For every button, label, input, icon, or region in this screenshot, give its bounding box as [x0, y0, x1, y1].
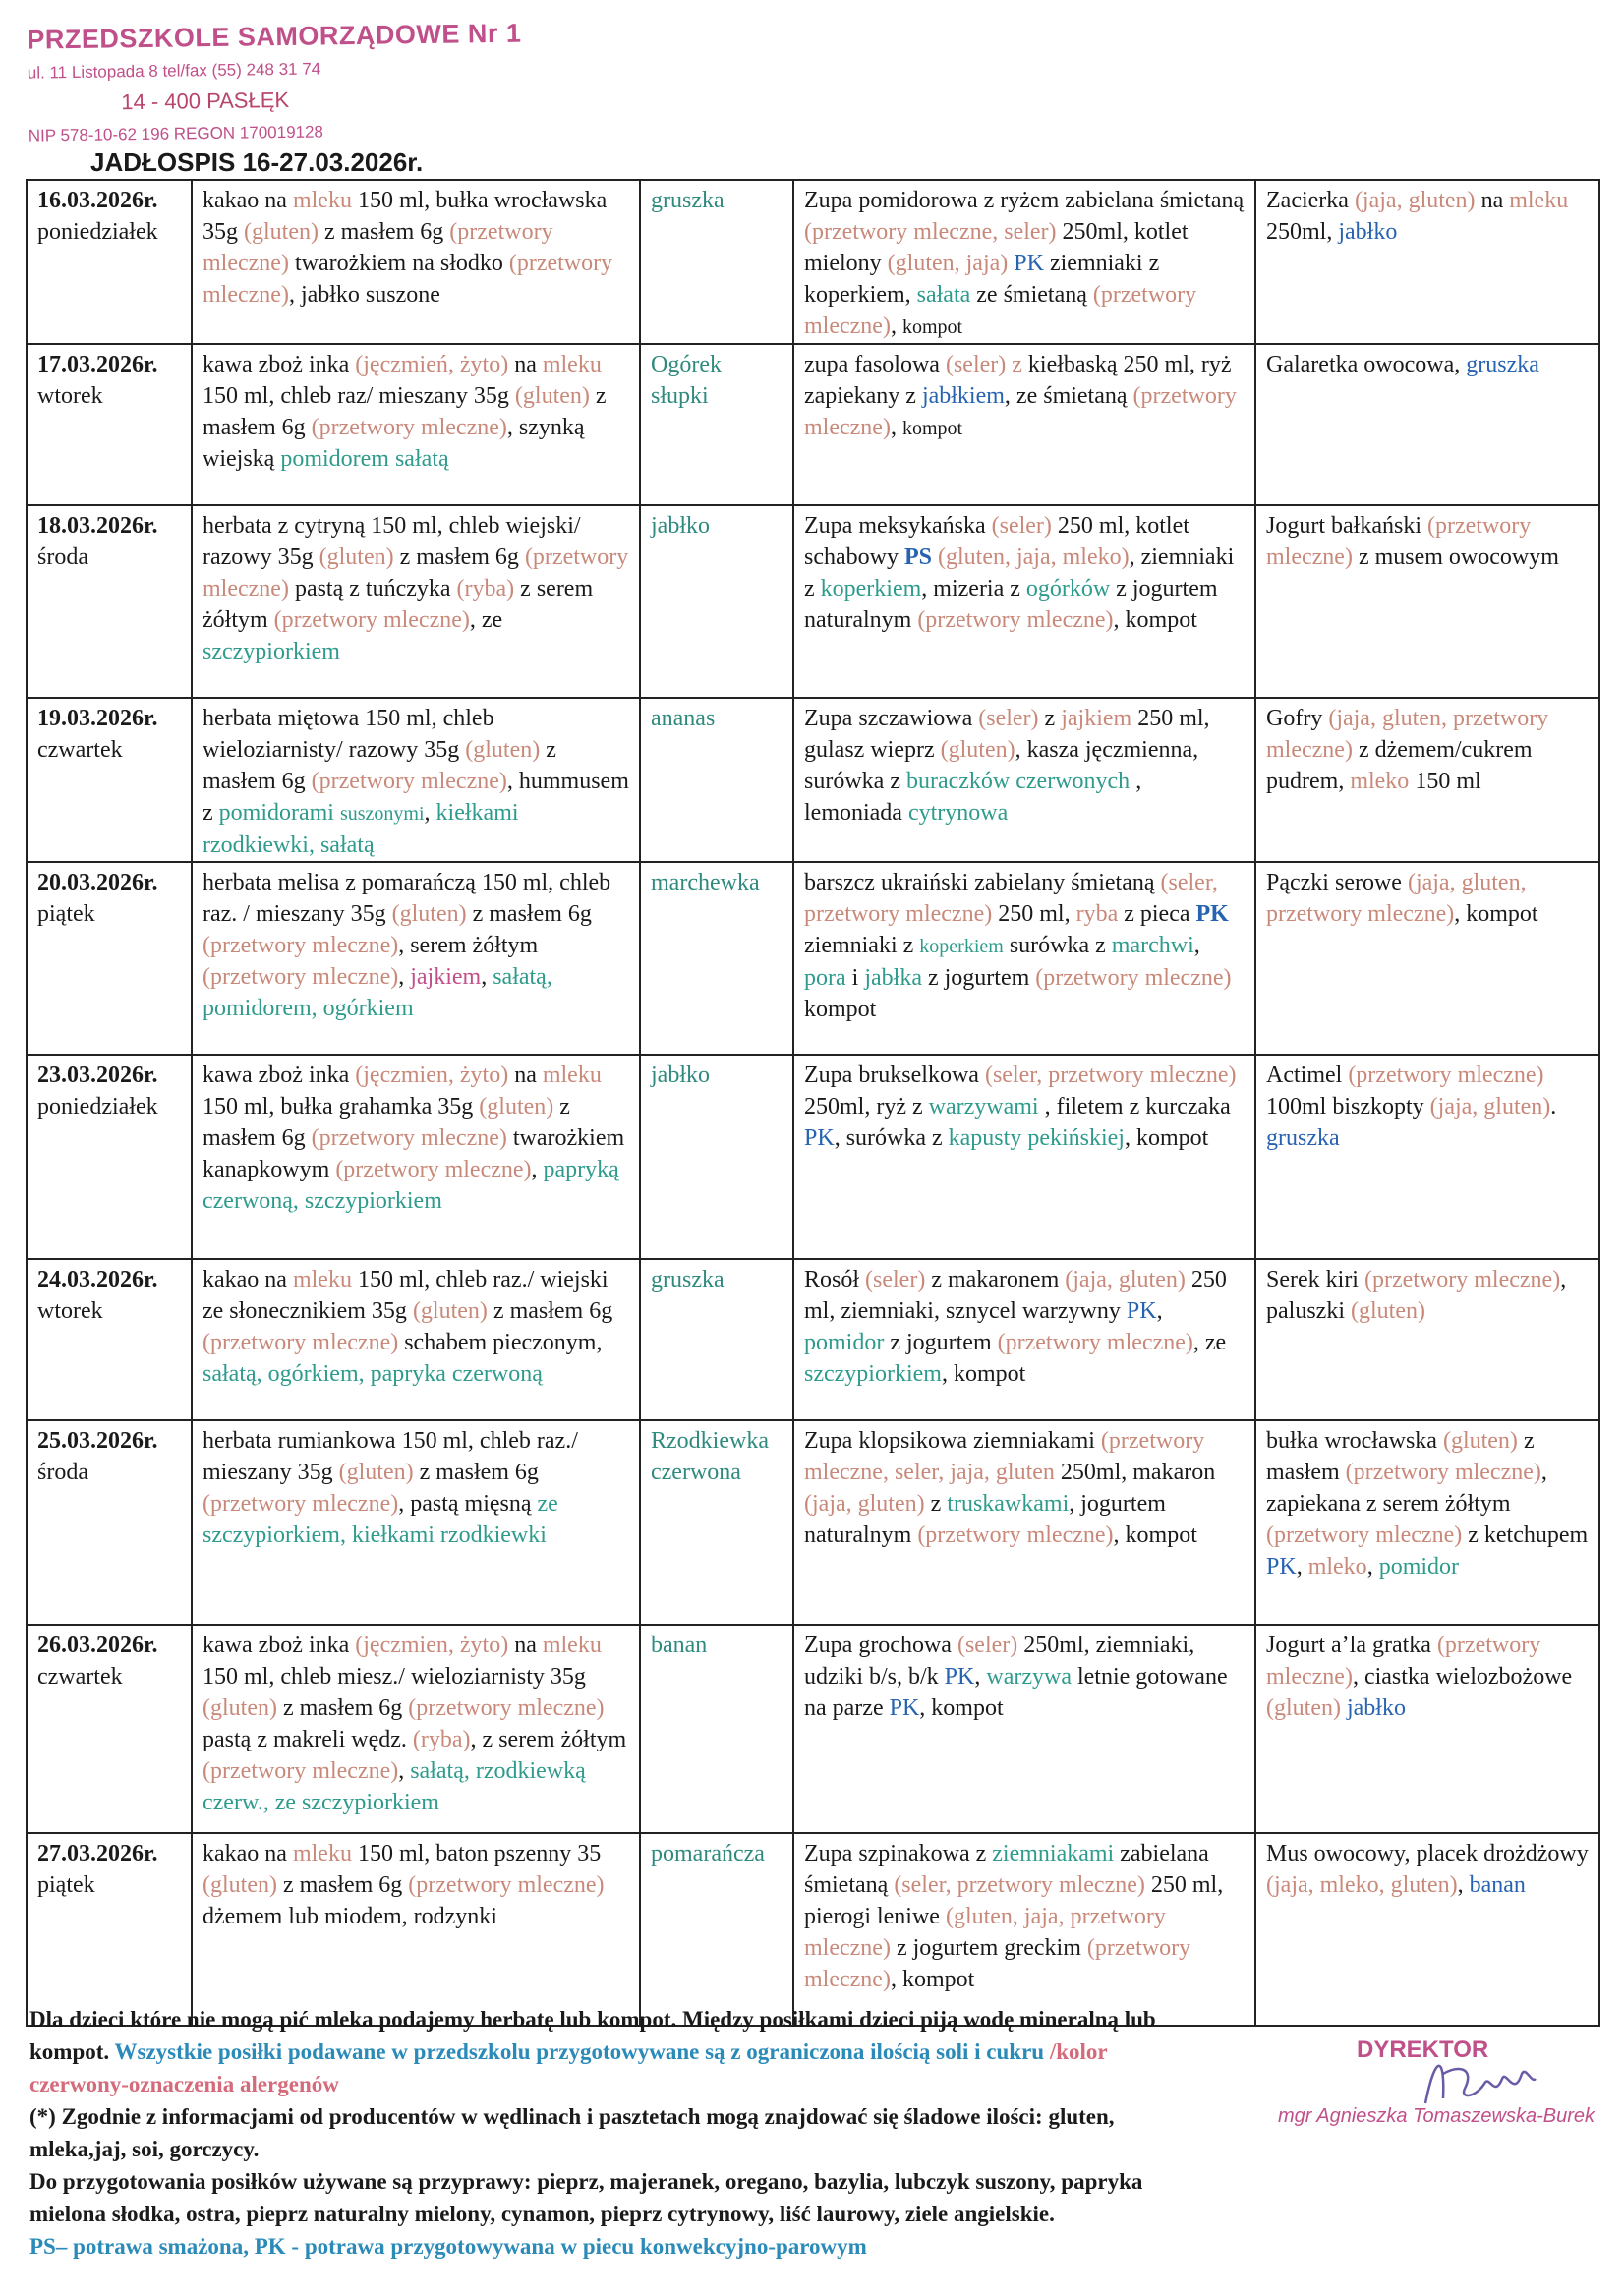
day-date: 27.03.2026r. [37, 1841, 158, 1866]
stamp-address: ul. 11 Listopada 8 tel/fax (55) 248 31 74 [27, 59, 321, 83]
director-name: mgr Agnieszka Tomaszewska-Burek [1278, 2105, 1595, 2127]
fruit-cell: jabłko [640, 505, 793, 698]
breakfast-cell: herbata rumiankowa 150 ml, chleb raz./ mieszany 35g (gluten) z masłem 6g (przetwory mleczne), pastą mięsną ze szczypiorkiem, kiełkami rzodkiewki [192, 1420, 640, 1625]
menu-table [26, 179, 1600, 2027]
day-date: 24.03.2026r. [37, 1267, 158, 1292]
day-weekday: wtorek [37, 1298, 103, 1324]
footer-line-allergen-color: czerwony-oznaczenia alergenów [29, 2072, 339, 2096]
menu-row [27, 862, 1599, 1055]
breakfast-cell: kakao na mleku 150 ml, chleb raz./ wiejski ze słonecznikiem 35g (gluten) z masłem 6g (przetwory mleczne) schabem pieczonym, sałatą, ogórkiem, papryka czerwoną [192, 1259, 640, 1420]
lunch-cell: Zupa klopsikowa ziemniakami (przetwory mleczne, seler, jaja, gluten 250ml, makaron (jaja, gluten) z truskawkami, jogurtem naturalnym (przetwory mleczne), kompot [793, 1420, 1255, 1625]
day-date: 25.03.2026r. [37, 1428, 158, 1454]
menu-row [27, 180, 1599, 344]
breakfast-cell: herbata z cytryną 150 ml, chleb wiejski/ razowy 35g (gluten) z masłem 6g (przetwory mleczne) pastą z tuńczyka (ryba) z serem żółtym (przetwory mleczne), ze szczypiorkiem [192, 505, 640, 698]
day-cell [27, 1420, 192, 1625]
lunch-cell: Zupa pomidorowa z ryżem zabielana śmietaną (przetwory mleczne, seler) 250ml, kotlet mielony (gluten, jaja) PK ziemniaki z koperkiem, sałata ze śmietaną (przetwory mleczne), kompot [793, 180, 1255, 344]
lunch-cell: barszcz ukraiński zabielany śmietaną (seler, przetwory mleczne) 250 ml, ryba z pieca PK ziemniaki z koperkiem surówka z marchwi, pora i jabłka z jogurtem (przetwory mleczne) kompot [793, 862, 1255, 1055]
day-weekday: środa [37, 1460, 88, 1485]
day-weekday: czwartek [37, 1664, 123, 1690]
menu-table-body [27, 180, 1599, 2026]
snack-cell: Gofry (jaja, gluten, przetwory mleczne) z dżemem/cukrem pudrem, mleko 150 ml [1255, 698, 1599, 862]
day-cell [27, 1625, 192, 1833]
fruit-cell: banan [640, 1625, 793, 1833]
snack-cell: Galaretka owocowa, gruszka [1255, 344, 1599, 505]
fruit-cell: Rzodkiewka czerwona [640, 1420, 793, 1625]
snack-cell: Actimel (przetwory mleczne) 100ml biszkopty (jaja, gluten). gruszka [1255, 1055, 1599, 1259]
stamp-school-name: PRZEDSZKOLE SAMORZĄDOWE Nr 1 [27, 18, 522, 55]
menu-row [27, 1420, 1599, 1625]
fruit-cell: gruszka [640, 180, 793, 344]
menu-row [27, 1625, 1599, 1833]
breakfast-cell: kawa zboż inka (jęczmień, żyto) na mleku 150 ml, chleb raz/ mieszany 35g (gluten) z masłem 6g (przetwory mleczne), szynką wiejską pomidorem sałatą [192, 344, 640, 505]
day-weekday: poniedziałek [37, 1094, 158, 1119]
lunch-cell: Zupa meksykańska (seler) 250 ml, kotlet schabowy PS (gluten, jaja, mleko), ziemniaki z koperkiem, mizeria z ogórków z jogurtem naturalnym (przetwory mleczne), kompot [793, 505, 1255, 698]
breakfast-cell: kakao na mleku 150 ml, bułka wrocławska 35g (gluten) z masłem 6g (przetwory mleczne) twarożkiem na słodko (przetwory mleczne), jabłko suszone [192, 180, 640, 344]
day-date: 20.03.2026r. [37, 870, 158, 895]
day-date: 26.03.2026r. [37, 1633, 158, 1658]
day-weekday: piątek [37, 1872, 95, 1898]
breakfast-cell: kawa zboż inka (jęczmien, żyto) na mleku 150 ml, bułka grahamka 35g (gluten) z masłem 6g (przetwory mleczne) twarożkiem kanapkowym (przetwory mleczne), papryką czerwoną, szczypiorkiem [192, 1055, 640, 1259]
school-stamp [27, 18, 540, 145]
day-cell [27, 505, 192, 698]
menu-row [27, 1259, 1599, 1420]
day-weekday: piątek [37, 901, 95, 927]
snack-cell: Jogurt a’la gratka (przetwory mleczne), ciastka wielozbożowe (gluten) jabłko [1255, 1625, 1599, 1833]
menu-row [27, 344, 1599, 505]
snack-cell: Pączki serowe (jaja, gluten, przetwory mleczne), kompot [1255, 862, 1599, 1055]
breakfast-cell: kawa zboż inka (jęczmien, żyto) na mleku 150 ml, chleb miesz./ wieloziarnisty 35g (gluten) z masłem 6g (przetwory mleczne) pastą z makreli wędz. (ryba), z serem żółtym (przetwory mleczne), sałatą, rzodkiewką czerw., ze szczypiorkiem [192, 1625, 640, 1833]
snack-cell: Serek kiri (przetwory mleczne), paluszki (gluten) [1255, 1259, 1599, 1420]
footer-line-legend: PS– potrawa smażona, PK - potrawa przygotowywana w piecu konwekcyjno-parowym [29, 2234, 867, 2259]
day-date: 17.03.2026r. [37, 352, 158, 377]
signature-mark [1416, 2044, 1543, 2113]
menu-row [27, 698, 1599, 862]
fruit-cell: gruszka [640, 1259, 793, 1420]
footer-notes [29, 2003, 1583, 2263]
menu-row [27, 505, 1599, 698]
snack-cell: Jogurt bałkański (przetwory mleczne) z musem owocowym [1255, 505, 1599, 698]
breakfast-cell: herbata melisa z pomarańczą 150 ml, chleb raz. / mieszany 35g (gluten) z masłem 6g (przetwory mleczne), serem żółtym (przetwory mleczne), jajkiem, sałatą, pomidorem, ogórkiem [192, 862, 640, 1055]
snack-cell: bułka wrocławska (gluten) z masłem (przetwory mleczne), zapiekana z serem żółtym (przetwory mleczne) z ketchupem PK, mleko, pomidor [1255, 1420, 1599, 1625]
fruit-cell: ananas [640, 698, 793, 862]
day-weekday: wtorek [37, 383, 103, 409]
lunch-cell: Zupa szpinakowa z ziemniakami zabielana śmietaną (seler, przetwory mleczne) 250 ml, pierogi leniwe (gluten, jaja, przetwory mleczne) z jogurtem greckim (przetwory mleczne), kompot [793, 1833, 1255, 2026]
stamp-ids: NIP 578-10-62 196 REGON 170019128 [28, 122, 324, 145]
menu-row [27, 1833, 1599, 2026]
day-cell [27, 698, 192, 862]
footer-line-salt: kompot. Wszystkie posiłki podawane w przedszkolu przygotowywane są z ograniczona ilością soli i cukru /kolor [29, 2039, 1108, 2064]
breakfast-cell: kakao na mleku 150 ml, baton pszenny 35 (gluten) z masłem 6g (przetwory mleczne) dżemem lub miodem, rodzynki [192, 1833, 640, 2026]
day-date: 16.03.2026r. [37, 188, 158, 213]
footer-line-spices: Do przygotowania posiłków używane są przyprawy: pieprz, majeranek, oregano, bazylia, lubczyk suszony, papryka [29, 2169, 1143, 2194]
fruit-cell: jabłko [640, 1055, 793, 1259]
lunch-cell: zupa fasolowa (seler) z kiełbaską 250 ml, ryż zapiekany z jabłkiem, ze śmietaną (przetwory mleczne), kompot [793, 344, 1255, 505]
lunch-cell: Zupa brukselkowa (seler, przetwory mleczne) 250ml, ryż z warzywami , filetem z kurczaka PK, surówka z kapusty pekińskiej, kompot [793, 1055, 1255, 1259]
stamp-city: 14 - 400 PASŁĘK [121, 86, 290, 115]
breakfast-cell: herbata miętowa 150 ml, chleb wieloziarnisty/ razowy 35g (gluten) z masłem 6g (przetwory mleczne), hummusem z pomidorami suszonymi, kiełkami rzodkiewki, sałatą [192, 698, 640, 862]
day-date: 18.03.2026r. [37, 513, 158, 539]
day-cell [27, 862, 192, 1055]
director-title: DYREKTOR [1357, 2037, 1489, 2063]
day-cell [27, 1833, 192, 2026]
menu-row [27, 1055, 1599, 1259]
snack-cell: Mus owocowy, placek drożdżowy (jaja, mleko, gluten), banan [1255, 1833, 1599, 2026]
menu-title: JADŁOSPIS 16-27.03.2026r. [90, 147, 424, 177]
day-date: 23.03.2026r. [37, 1062, 158, 1088]
lunch-cell: Zupa grochowa (seler) 250ml, ziemniaki, udziki b/s, b/k PK, warzywa letnie gotowane na parze PK, kompot [793, 1625, 1255, 1833]
footer-line-traces: (*) Zgodnie z informacjami od producentów w wędlinach i pasztetach mogą znajdować się śladowe ilości: gluten, [29, 2104, 1115, 2129]
day-date: 19.03.2026r. [37, 706, 158, 731]
lunch-cell: Zupa szczawiowa (seler) z jajkiem 250 ml, gulasz wieprz (gluten), kasza jęczmienna, surówka z buraczków czerwonych , lemoniada cytrynowa [793, 698, 1255, 862]
fruit-cell: marchewka [640, 862, 793, 1055]
fruit-cell: Ogórek słupki [640, 344, 793, 505]
day-weekday: poniedziałek [37, 219, 158, 245]
day-cell [27, 180, 192, 344]
fruit-cell: pomarańcza [640, 1833, 793, 2026]
lunch-cell: Rosół (seler) z makaronem (jaja, gluten) 250 ml, ziemniaki, sznycel warzywny PK, pomidor z jogurtem (przetwory mleczne), ze szczypiorkiem, kompot [793, 1259, 1255, 1420]
snack-cell: Zacierka (jaja, gluten) na mleku 250ml, jabłko [1255, 180, 1599, 344]
day-cell [27, 1055, 192, 1259]
footer-line-spices-cont: mielona słodka, ostra, pieprz naturalny mielony, cynamon, pieprz cytrynowy, liść laurowy, ziele angielskie. [29, 2202, 1055, 2226]
day-cell [27, 344, 192, 505]
footer-line-traces-cont: mleka,jaj, soi, gorczycy. [29, 2137, 260, 2161]
footer-line-milk: Dla dzieci które nie mogą pić mleka podajemy herbatę lub kompot. Między posiłkami dzieci piją wodę mineralną lub [29, 2007, 1156, 2032]
day-cell [27, 1259, 192, 1420]
day-weekday: środa [37, 545, 88, 570]
day-weekday: czwartek [37, 737, 123, 763]
